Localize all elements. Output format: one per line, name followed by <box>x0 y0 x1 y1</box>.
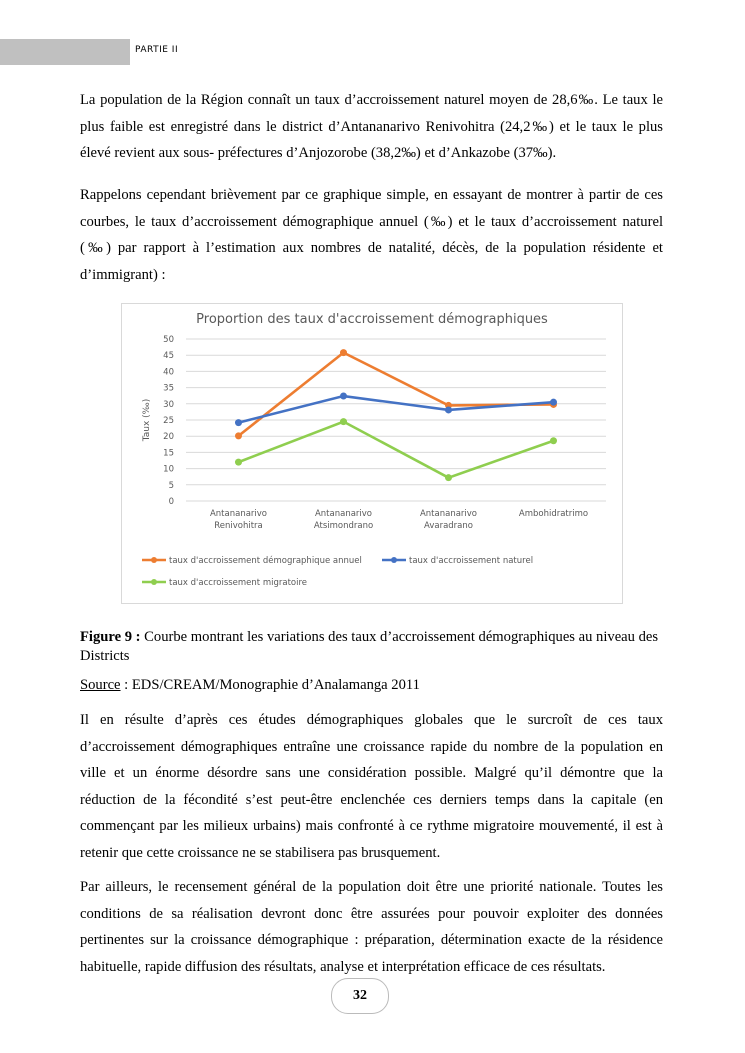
line-chart <box>121 303 623 604</box>
figure-caption-text: Courbe montrant les variations des taux d’accroissement démographiques au niveau des Districts <box>80 629 659 664</box>
legend-label: taux d'accroissement migratoire <box>169 578 308 588</box>
data-point <box>235 459 242 466</box>
paragraph-4: Par ailleurs, le recensement général de la population doit être une priorité nationale. Toutes les conditions de sa réalisation devront donc être assurées pour pouvoir exploiter des données pertinentes sur la croissance démographique : préparation, détermination exacte de la résidence habituelle, rapide diffusion des résultats, analyse et interprétation efficace de ces résultats. <box>80 879 663 975</box>
y-tick-label: 25 <box>163 416 174 426</box>
paragraph-1: La population de la Région connaît un taux d’accroissement naturel moyen de 28,6‰. Le taux le plus faible est enregistré dans le district d’Antananarivo Renivohitra (24,2‰) et le taux le plus élevé revient aux sous- préfectures d’Anjozorobe (38,2‰) et d’Ankazobe (37‰). <box>80 92 663 161</box>
legend-label: taux d'accroissement démographique annuel <box>169 556 362 566</box>
y-tick-label: 50 <box>163 335 174 345</box>
legend-label: taux d'accroissement naturel <box>409 556 534 566</box>
data-point <box>235 419 242 426</box>
legend-marker <box>391 557 397 563</box>
legend-marker <box>151 579 157 585</box>
data-point <box>340 393 347 400</box>
paragraph-3: Il en résulte d’après ces études démographiques globales que le surcroît de ces taux d’accroissement démographiques entraîne une croissance rapide du nombre de la population en ville et un énorme désordre sans une considération possible. Malgré qu’il démontre que la réduction de la fécondité s’est peut-être enclenchée ces derniers temps dans la capitale (en commençant par les milieux urbains) mais confronté à ce rythme migratoire mouvementé, il est à retenir que cette croissance ne se stabilisera pas brusquement. <box>80 712 663 861</box>
chart-svg <box>122 304 622 603</box>
x-tick-label: Antananarivo <box>314 509 373 519</box>
y-tick-label: 0 <box>168 497 174 507</box>
y-tick-label: 35 <box>163 383 174 394</box>
data-point <box>235 432 242 439</box>
data-point <box>550 399 557 406</box>
data-point <box>445 406 452 413</box>
data-point <box>445 474 452 481</box>
data-point <box>550 437 557 444</box>
page-number: 32 <box>331 978 389 1014</box>
x-tick-label: Atsimondrano <box>313 521 374 531</box>
x-tick-label: Ambohidratrimo <box>518 509 589 519</box>
y-tick-label: 5 <box>168 480 174 491</box>
section-header: PARTIE II <box>135 45 179 55</box>
source-label: Source <box>80 677 121 693</box>
x-tick-label: Avaradrano <box>424 521 473 531</box>
source-text: : EDS/CREAM/Monographie d’Analamanga 2011 <box>120 677 420 693</box>
legend-marker <box>151 557 157 563</box>
series-line <box>239 422 554 478</box>
series-line <box>239 353 554 436</box>
y-tick-label: 20 <box>163 432 174 443</box>
y-tick-label: 40 <box>163 367 174 378</box>
x-tick-label: Renivohitra <box>214 521 263 531</box>
figure-label: Figure 9 : <box>80 629 141 645</box>
y-tick-label: 45 <box>163 351 174 362</box>
x-tick-label: Antananarivo <box>419 509 478 519</box>
data-point <box>340 418 347 425</box>
header-bar <box>0 39 130 65</box>
figure-source <box>80 676 663 695</box>
data-point <box>340 349 347 356</box>
chart-title: Proportion des taux d'accroissement démographiques <box>196 312 548 327</box>
y-tick-label: 15 <box>163 448 174 459</box>
y-axis-label: Taux (‰) <box>142 398 152 442</box>
y-tick-label: 30 <box>163 399 174 410</box>
paragraph-2: Rappelons cependant brièvement par ce graphique simple, en essayant de montrer à partir de ces courbes, le taux d’accroissement démographique annuel (‰) et le taux d’accroissement naturel (‰) par rapport à l’estimation aux nombres de natalité, décès, de la population résidente et d’immigrant) : <box>80 187 663 283</box>
figure-caption <box>80 628 663 666</box>
y-tick-label: 10 <box>163 464 174 475</box>
x-tick-label: Antananarivo <box>209 509 268 519</box>
